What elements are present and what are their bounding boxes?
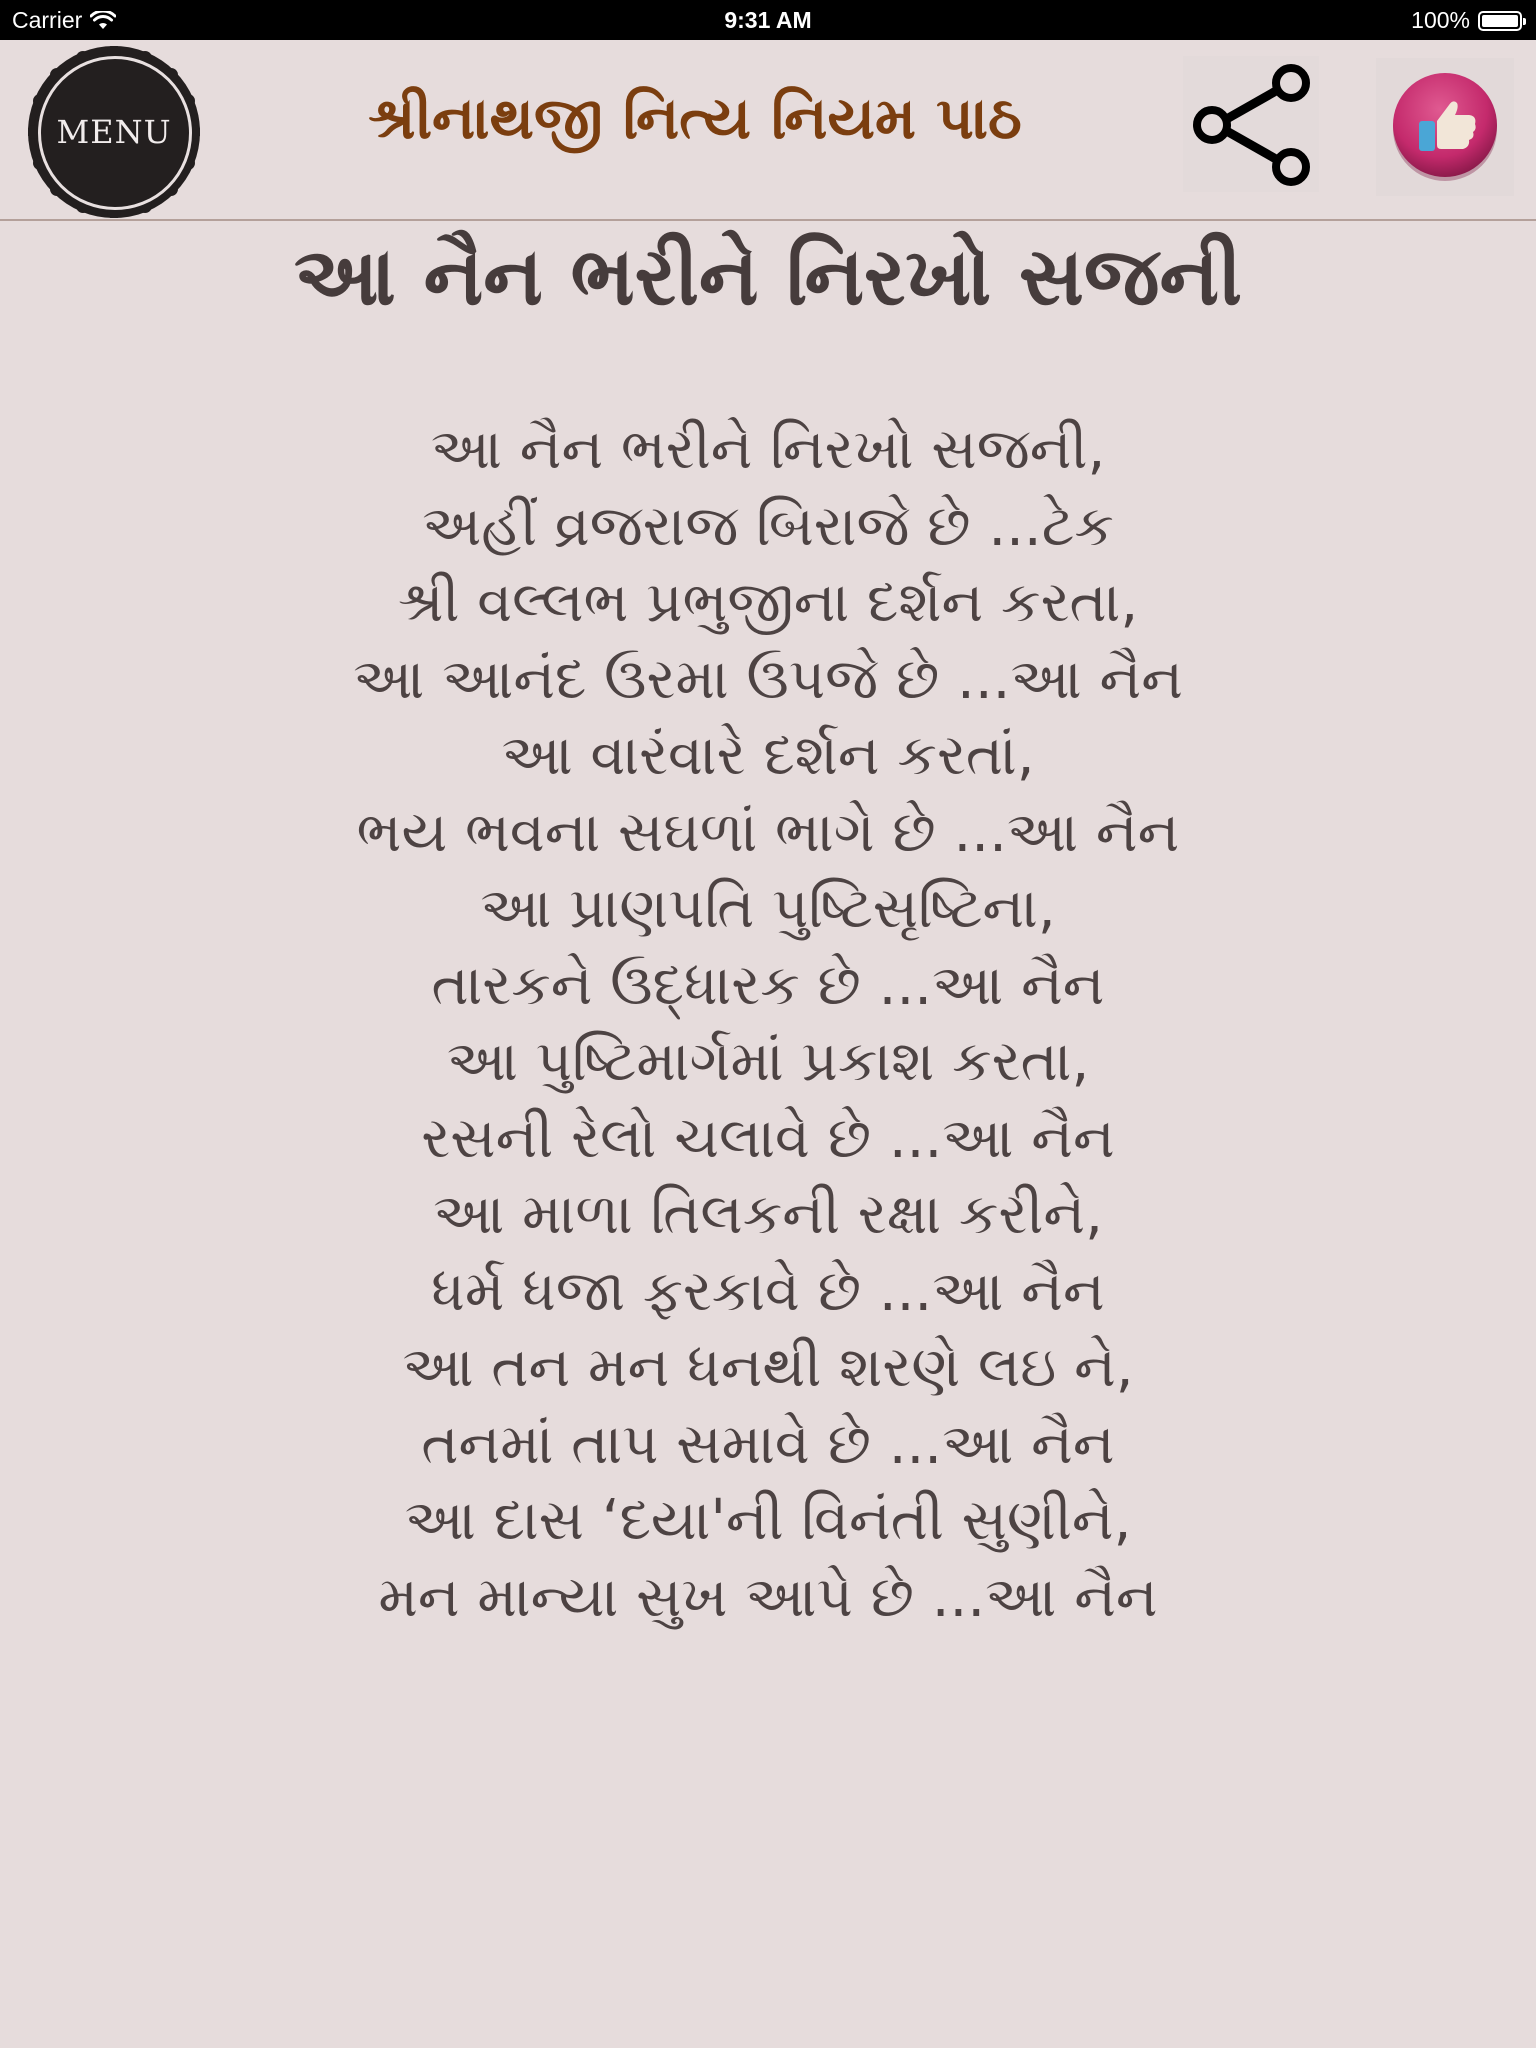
lyrics-line: આ દાસ ‘દયા'ની વિનંતી સુણીને, xyxy=(404,1488,1132,1553)
lyrics-line: આ વારંવારે દર્શન કરતાં, xyxy=(501,723,1035,788)
share-icon xyxy=(1183,56,1319,192)
status-time: 9:31 AM xyxy=(724,7,812,33)
lyrics-line: રસની રેલો ચલાવે છે ...આ નૈન xyxy=(421,1105,1115,1171)
lyrics-line: આ નૈન ભરીને નિરખો સજની, xyxy=(430,417,1106,482)
lyrics-line: તારકને ઉદ્ધારક છે ...આ નૈન xyxy=(431,952,1105,1018)
lyrics-line: તનમાં તાપ સમાવે છે ...આ નૈન xyxy=(421,1411,1115,1477)
app-title: શ્રીનાથજી નિત્ય નિયમ પાઠ xyxy=(368,84,1022,152)
lyrics-line: શ્રી વલ્લભ પ્રભુજીના દર્શન કરતા, xyxy=(397,570,1139,635)
like-button[interactable] xyxy=(1376,58,1514,196)
battery-percent: 100% xyxy=(1411,7,1470,33)
thumbs-up-icon xyxy=(1389,71,1501,183)
lyrics-line: આ માળા તિલકની રક્ષા કરીને, xyxy=(433,1182,1103,1247)
status-bar xyxy=(0,0,1536,40)
battery-icon xyxy=(1478,11,1522,31)
menu-button[interactable] xyxy=(28,46,200,218)
lyrics-line: આ પ્રાણપતિ પુષ્ટિસૃષ્ટિના, xyxy=(480,876,1056,941)
lyrics-line: આ તન મન ધનથી શરણે લઇ ને, xyxy=(402,1335,1134,1400)
lyrics-line: ધર્મ ધજા ફરકાવે છે ...આ નૈન xyxy=(431,1258,1105,1324)
lyrics-line: મન માન્યા સુખ આપે છે ...આ નૈન xyxy=(378,1564,1158,1630)
battery-status xyxy=(1411,7,1522,34)
menu-label: MENU xyxy=(56,113,172,151)
lyrics-line: આ પુષ્ટિમાર્ગમાં પ્રકાશ કરતા, xyxy=(446,1029,1090,1094)
lyrics-line: ભય ભવના સઘળાં ભાગે છે ...આ નૈન xyxy=(356,799,1180,865)
carrier-label: Carrier xyxy=(12,7,83,33)
lyrics-line: આ આનંદ ઉરમા ઉપજે છે ...આ નૈન xyxy=(353,646,1183,712)
lyrics-line: અહીં વ્રજરાજ બિરાજે છે ...ટેક xyxy=(422,493,1114,559)
share-button[interactable] xyxy=(1183,56,1319,192)
lyrics-list xyxy=(0,412,1536,1636)
song-title: આ નૈન ભરીને નિરખો સજની xyxy=(294,230,1242,323)
app-header xyxy=(0,40,1536,221)
